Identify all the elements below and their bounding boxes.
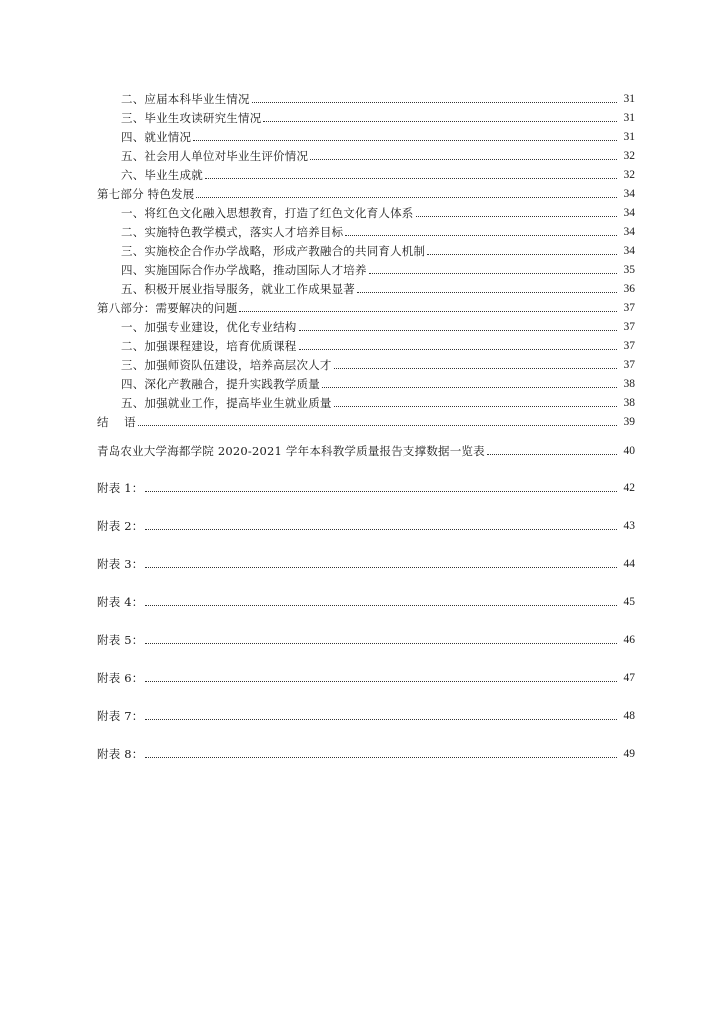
toc-entry-label: 附表 3： <box>97 557 144 571</box>
toc-entry[interactable] <box>121 259 635 277</box>
toc-entry-page: 32 <box>623 150 635 162</box>
dot-leader <box>145 604 617 606</box>
toc-entry-page: 43 <box>623 520 635 532</box>
toc-entry-page: 46 <box>623 634 635 646</box>
toc-entry-label: 三、实施校企合作办学战略，形成产教融合的共同育人机制 <box>121 244 426 258</box>
toc-part-heading[interactable] <box>97 183 635 201</box>
toc-entry-label: 第七部分 特色发展 <box>97 187 195 201</box>
dot-leader <box>145 718 617 720</box>
toc-entry-page: 37 <box>623 302 635 314</box>
dot-leader <box>145 566 617 568</box>
toc-entry[interactable] <box>121 202 635 220</box>
dot-leader <box>427 253 617 255</box>
dot-leader <box>369 272 617 274</box>
toc-entry-label: 五、积极开展业指导服务，就业工作成果显著 <box>121 282 355 296</box>
toc-entry[interactable] <box>121 240 635 258</box>
dot-leader <box>145 680 617 682</box>
toc-entry-label: 五、社会用人单位对毕业生评价情况 <box>121 149 309 163</box>
toc-entry-page: 49 <box>623 748 635 760</box>
toc-entry-page: 48 <box>623 710 635 722</box>
dot-leader <box>196 196 617 198</box>
toc-appendix[interactable] <box>97 743 635 761</box>
toc-entry-page: 45 <box>623 596 635 608</box>
dot-leader <box>299 348 618 350</box>
dot-leader <box>138 424 617 426</box>
toc-entry-label: 三、毕业生攻读研究生情况 <box>121 111 262 125</box>
toc-data-table[interactable] <box>97 440 635 458</box>
toc-appendix[interactable] <box>97 629 635 647</box>
dot-leader <box>145 490 617 492</box>
dot-leader <box>334 405 617 407</box>
toc-entry[interactable] <box>121 145 635 163</box>
toc-entry-page: 34 <box>623 188 635 200</box>
toc-entry-page: 37 <box>623 340 635 352</box>
toc-entry-label: 五、加强就业工作，提高毕业生就业质量 <box>121 396 332 410</box>
dot-leader <box>416 215 618 217</box>
toc-entry-page: 31 <box>623 93 635 105</box>
toc-entry-label: 附表 7： <box>97 709 144 723</box>
toc-conclusion[interactable] <box>97 411 635 429</box>
toc-entry-page: 37 <box>623 359 635 371</box>
toc-entry-label: 附表 5： <box>97 633 144 647</box>
toc-entry-page: 38 <box>623 397 635 409</box>
dot-leader <box>334 367 617 369</box>
toc-appendix[interactable] <box>97 705 635 723</box>
toc-entry-page: 37 <box>623 321 635 333</box>
toc-entry-label: 六、毕业生成就 <box>121 168 203 182</box>
dot-leader <box>145 528 617 530</box>
toc-entry[interactable] <box>121 316 635 334</box>
toc-entry-label: 四、就业情况 <box>121 130 192 144</box>
toc-entry-page: 44 <box>623 558 635 570</box>
toc-entry-page: 32 <box>623 169 635 181</box>
dot-leader <box>145 756 617 758</box>
toc-entry-label: 一、将红色文化融入思想教育，打造了红色文化育人体系 <box>121 206 414 220</box>
toc-entry-label: 附表 4： <box>97 595 144 609</box>
toc-entry-page: 31 <box>623 112 635 124</box>
toc-entry-page: 34 <box>623 245 635 257</box>
toc-entry-page: 39 <box>623 416 635 428</box>
dot-leader <box>357 291 617 293</box>
dot-leader <box>299 329 618 331</box>
toc-entry-label: 结 语 <box>97 415 136 429</box>
toc-entry-label: 二、应届本科毕业生情况 <box>121 92 250 106</box>
toc-entry[interactable] <box>121 221 635 239</box>
toc-entry[interactable] <box>121 373 635 391</box>
toc-entry-label: 三、加强师资队伍建设，培养高层次人才 <box>121 358 332 372</box>
toc-entry[interactable] <box>121 278 635 296</box>
toc-entry-label: 青岛农业大学海都学院 2020-2021 学年本科教学质量报告支撑数据一览表 <box>97 444 485 458</box>
toc-part-heading[interactable] <box>97 297 635 315</box>
toc-appendix[interactable] <box>97 477 635 495</box>
toc-entry-page: 35 <box>623 264 635 276</box>
toc-entry-label: 二、实施特色教学模式，落实人才培养目标 <box>121 225 344 239</box>
toc-entry-label: 四、深化产教融合，提升实践教学质量 <box>121 377 320 391</box>
dot-leader <box>193 139 617 141</box>
toc-entry[interactable] <box>121 126 635 144</box>
toc-entry-label: 附表 2： <box>97 519 144 533</box>
toc-entry-page: 42 <box>623 482 635 494</box>
toc-entry-page: 38 <box>623 378 635 390</box>
toc-entry[interactable] <box>121 335 635 353</box>
toc-appendix[interactable] <box>97 667 635 685</box>
toc-entry-label: 第八部分：需要解决的问题 <box>97 301 238 315</box>
toc-appendix[interactable] <box>97 515 635 533</box>
toc-entry-page: 47 <box>623 672 635 684</box>
toc-entry-page: 31 <box>623 131 635 143</box>
toc-appendix[interactable] <box>97 553 635 571</box>
toc-entry[interactable] <box>121 107 635 125</box>
toc-entry-label: 附表 6： <box>97 671 144 685</box>
toc-entry-label: 一、加强专业建设，优化专业结构 <box>121 320 297 334</box>
dot-leader <box>205 177 617 179</box>
toc-entry[interactable] <box>121 88 635 106</box>
toc-entry-page: 40 <box>623 445 635 457</box>
toc-entry-label: 附表 8： <box>97 747 144 761</box>
toc-entry[interactable] <box>121 164 635 182</box>
dot-leader <box>239 310 617 312</box>
dot-leader <box>252 101 617 103</box>
dot-leader <box>145 642 617 644</box>
toc-entry-page: 34 <box>623 226 635 238</box>
dot-leader <box>487 453 617 455</box>
toc-entry-label: 二、加强课程建设，培育优质课程 <box>121 339 297 353</box>
dot-leader <box>310 158 617 160</box>
toc-entry[interactable] <box>121 392 635 410</box>
toc-entry-label: 附表 1： <box>97 481 144 495</box>
toc-appendix[interactable] <box>97 591 635 609</box>
dot-leader <box>263 120 617 122</box>
toc-entry-page: 36 <box>623 283 635 295</box>
toc-entry-page: 34 <box>623 207 635 219</box>
dot-leader <box>322 386 617 388</box>
toc-entry-label: 四、实施国际合作办学战略，推动国际人才培养 <box>121 263 367 277</box>
dot-leader <box>345 234 617 236</box>
toc-entry[interactable] <box>121 354 635 372</box>
